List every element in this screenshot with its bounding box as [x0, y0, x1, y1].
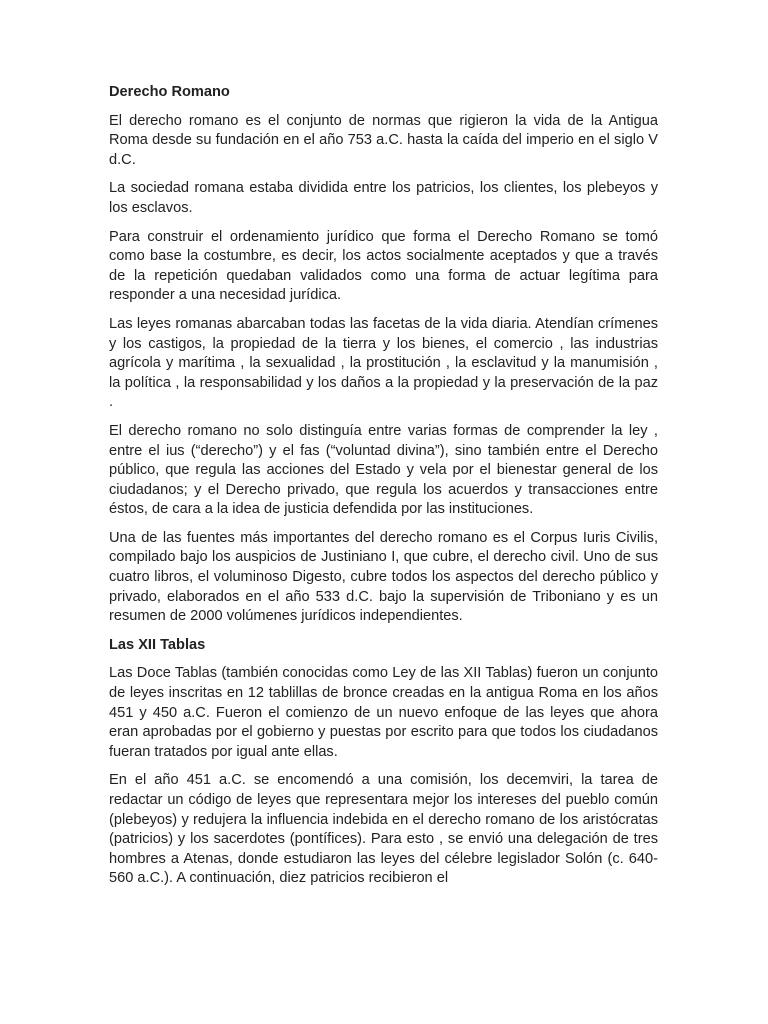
paragraph-decemviri: En el año 451 a.C. se encomendó a una comisión, los decemviri, la tarea de redactar un código de leyes que representara mejor los intereses del pueblo común (plebeyos) y redujera la influencia indebida en el derecho romano de los aristócratas (patricios) y los sacerdotes (pontífices). Para esto , se envió una delegación de tres hombres a Atenas, donde estudiaron las leyes del célebre legislador Solón (c. 640-560 a.C.). A continuación, diez patricios recibieron el	[109, 772, 658, 887]
paragraph-public-private-law: El derecho romano no solo distinguía entre varias formas de comprender la ley , entre el ius (“derecho”) y el fas (“voluntad divina”), sino también entre el Derecho público, que regula las acciones del Estado y vela por el bienestar general de los ciudadanos; y el Derecho privado, que regula los acuerdos y transacciones entre éstos, de cara a la idea de justicia defendida por las instituciones.	[109, 422, 658, 518]
document-body	[109, 83, 658, 898]
paragraph-corpus-iuris-civilis: Una de las fuentes más importantes del derecho romano es el Corpus Iuris Civilis, compilado bajo los auspicios de Justiniano I, que cubre, el derecho civil. Uno de sus cuatro libros, el voluminoso Digesto, cubre todos los aspectos del derecho público y privado, elaborados en el año 533 d.C. bajo la supervisión de Triboniano y es un resumen de 2000 volúmenes jurídicos independientes.	[109, 529, 658, 625]
paragraph-definition: El derecho romano es el conjunto de normas que rigieron la vida de la Antigua Roma desde su fundación en el año 753 a.C. hasta la caída del imperio en el siglo V d.C.	[109, 112, 658, 168]
paragraph-daily-life-laws: Las leyes romanas abarcaban todas las facetas de la vida diaria. Atendían crímenes y los castigos, la propiedad de la tierra y los bienes, el comercio , las industrias agrícola y marítima , la sexualidad , la prostitución , la esclavitud y la manumisión , la política , la responsabilidad y los daños a la propiedad y la preservación de la paz .	[109, 315, 658, 411]
paragraph-custom: Para construir el ordenamiento jurídico que forma el Derecho Romano se tomó como base la costumbre, es decir, los actos socialmente aceptados y que a través de la repetición quedaban validados como una forma de actuar legítima para responder a una necesidad jurídica.	[109, 228, 658, 304]
paragraph-social-classes: La sociedad romana estaba dividida entre los patricios, los clientes, los plebeyos y los esclavos.	[109, 180, 658, 216]
section-heading-xii-tablas: Las XII Tablas	[109, 636, 206, 653]
paragraph-doce-tablas: Las Doce Tablas (también conocidas como Ley de las XII Tablas) fueron un conjunto de leyes inscritas en 12 tablillas de bronce creadas en la antigua Roma en los años 451 y 450 a.C. Fueron el comienzo de un nuevo enfoque de las leyes que ahora eran aprobadas por el gobierno y puestas por escrito para que todos los ciudadanos fueran tratados por igual ante ellas.	[109, 665, 658, 760]
section-heading-derecho-romano: Derecho Romano	[109, 84, 230, 100]
